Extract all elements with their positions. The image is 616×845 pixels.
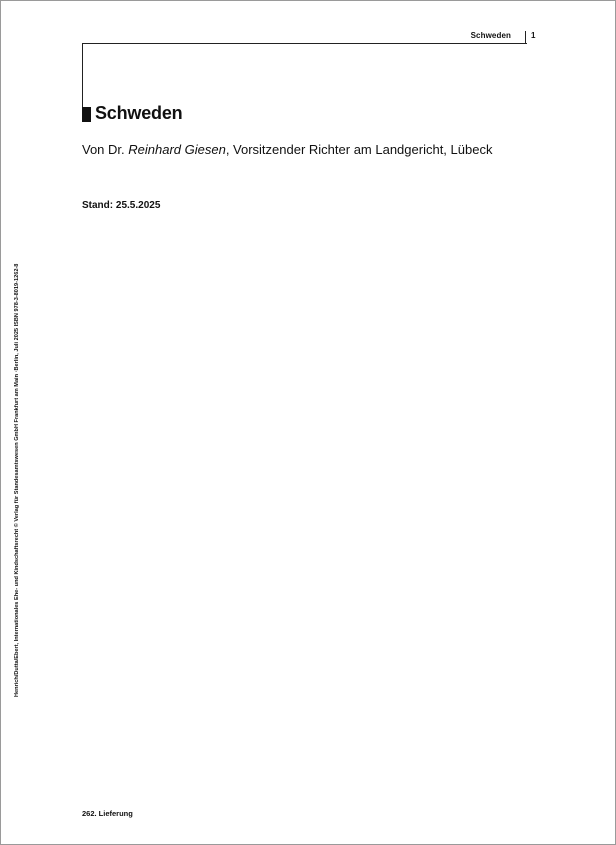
footer-delivery: 262. Lieferung <box>82 809 133 818</box>
heading-marker-block <box>82 107 91 122</box>
side-imprint: Henrich/Dutta/Ebert, Internationales Ehe- und Kindschaftsrecht © Verlag für Standesamtswesen GmbH Frankfurt am Main ·Berlin, Juli 2025 ISBN 978-3-8019-1262-8 <box>14 263 20 697</box>
page-number: 1 <box>531 31 536 40</box>
header-rule-horizontal <box>82 43 527 44</box>
running-title: Schweden <box>470 31 511 40</box>
author-prefix: Von Dr. <box>82 142 129 157</box>
stand-date: Stand: 25.5.2025 <box>82 200 161 211</box>
header-page-separator <box>525 31 526 44</box>
chapter-title: Schweden <box>95 103 183 123</box>
author-name: Reinhard Giesen <box>128 142 226 157</box>
author-role: , Vorsitzender Richter am Landgericht, Lübeck <box>225 142 493 157</box>
author-line <box>82 142 492 157</box>
